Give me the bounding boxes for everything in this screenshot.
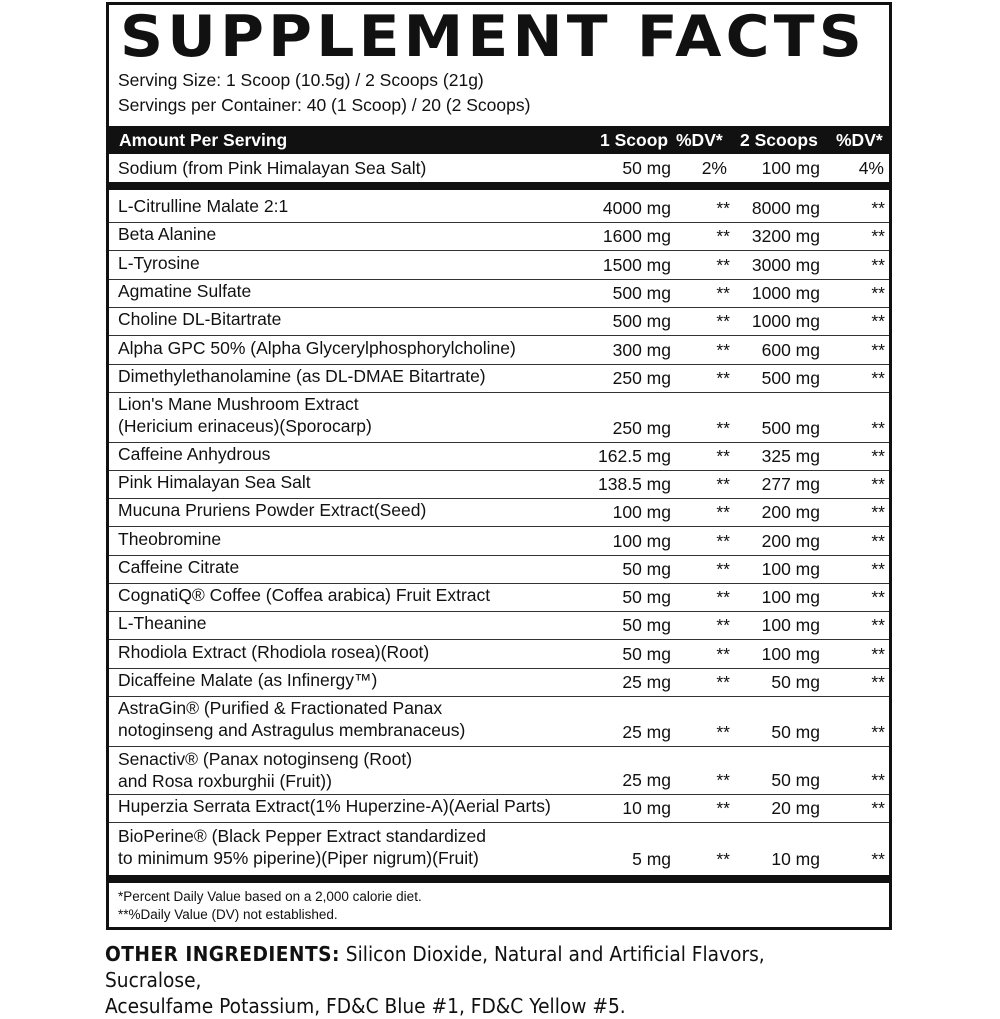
ingredient-name: Rhodiola Extract (Rhodiola rosea)(Root) (118, 642, 430, 662)
amount-1-scoop: 50 mg (622, 615, 671, 635)
amount-1-scoop: 100 mg (612, 531, 671, 551)
amount-2-scoops: 100 mg (761, 615, 820, 635)
dv-2-scoops: ** (871, 615, 885, 635)
ingredient-name: Lion's Mane Mushroom Extract (118, 394, 359, 414)
servings-per-container: Servings per Container: 40 (1 Scoop) / 20 (2 Scoops) (118, 95, 531, 115)
sodium-dv-2: 4% (858, 158, 884, 178)
dv-1-scoop: ** (716, 615, 730, 635)
ingredient-name: notoginseng and Astragulus membranaceus) (118, 720, 466, 740)
row-divider (109, 611, 889, 612)
ingredient-name: Caffeine Citrate (118, 557, 240, 577)
dv-1-scoop: ** (716, 502, 730, 522)
dv-1-scoop: ** (716, 311, 730, 331)
serving-size: Serving Size: 1 Scoop (10.5g) / 2 Scoops (21g) (118, 70, 484, 90)
dv-1-scoop: ** (716, 340, 730, 360)
row-divider (109, 307, 889, 308)
other-ingredients (105, 941, 849, 1019)
footnote-dv: *Percent Daily Value based on a 2,000 calorie diet. (118, 889, 422, 904)
dv-2-scoops: ** (871, 368, 885, 388)
amount-2-scoops: 10 mg (771, 849, 820, 869)
dv-2-scoops: ** (871, 587, 885, 607)
ingredient-name: Theobromine (118, 529, 222, 549)
footnote-not-established: **%Daily Value (DV) not established. (118, 907, 338, 922)
amount-1-scoop: 25 mg (622, 672, 671, 692)
ingredient-name: Choline DL-Bitartrate (118, 309, 282, 329)
ingredient-name: Dicaffeine Malate (as Infinergy™) (118, 670, 378, 690)
ingredient-name: CognatiQ® Coffee (Coffea arabica) Fruit Extract (118, 585, 491, 605)
dv-1-scoop: ** (716, 418, 730, 438)
sodium-amount-1: 50 mg (622, 158, 671, 178)
dv-2-scoops: ** (871, 849, 885, 869)
ingredient-name: Senactiv® (Panax notoginseng (Root) (118, 749, 413, 769)
ingredient-name: L-Theanine (118, 613, 207, 633)
row-divider (109, 470, 889, 471)
row-divider (109, 668, 889, 669)
ingredient-name: BioPerine® (Black Pepper Extract standardized (118, 826, 486, 846)
amount-2-scoops: 200 mg (761, 531, 820, 551)
dv-1-scoop: ** (716, 198, 730, 218)
dv-1-scoop: ** (716, 446, 730, 466)
row-divider (109, 335, 889, 336)
dv-2-scoops: ** (871, 226, 885, 246)
amount-2-scoops: 50 mg (771, 722, 820, 742)
amount-1-scoop: 10 mg (622, 798, 671, 818)
header-dv-2: %DV* (836, 130, 883, 150)
dv-2-scoops: ** (871, 446, 885, 466)
dv-1-scoop: ** (716, 559, 730, 579)
dv-1-scoop: ** (716, 849, 730, 869)
ingredient-name: Pink Himalayan Sea Salt (118, 472, 311, 492)
amount-1-scoop: 50 mg (622, 559, 671, 579)
row-divider (109, 794, 889, 795)
row-divider (109, 364, 889, 365)
amount-1-scoop: 162.5 mg (598, 446, 671, 466)
amount-2-scoops: 8000 mg (751, 198, 820, 218)
amount-1-scoop: 138.5 mg (598, 474, 671, 494)
amount-1-scoop: 1600 mg (602, 226, 671, 246)
amount-1-scoop: 25 mg (622, 722, 671, 742)
sodium-amount-2: 100 mg (761, 158, 820, 178)
dv-1-scoop: ** (716, 283, 730, 303)
dv-1-scoop: ** (716, 672, 730, 692)
amount-2-scoops: 600 mg (761, 340, 820, 360)
ingredient-name: Beta Alanine (118, 224, 217, 244)
dv-1-scoop: ** (716, 770, 730, 790)
dv-2-scoops: ** (871, 502, 885, 522)
amount-1-scoop: 50 mg (622, 644, 671, 664)
ingredient-name: Mucuna Pruriens Powder Extract(Seed) (118, 500, 427, 520)
dv-2-scoops: ** (871, 531, 885, 551)
ingredient-name: L-Citrulline Malate 2:1 (118, 196, 289, 216)
row-divider (109, 526, 889, 527)
ingredient-name: Alpha GPC 50% (Alpha Glycerylphosphorylcholine) (118, 338, 516, 358)
dv-1-scoop: ** (716, 587, 730, 607)
dv-1-scoop: ** (716, 798, 730, 818)
amount-1-scoop: 250 mg (612, 418, 671, 438)
dv-1-scoop: ** (716, 722, 730, 742)
row-divider (109, 696, 889, 697)
ingredient-name: Huperzia Serrata Extract(1% Huperzine-A)(Aerial Parts) (118, 796, 551, 816)
row-divider (109, 583, 889, 584)
dv-2-scoops: ** (871, 644, 885, 664)
amount-2-scoops: 100 mg (761, 644, 820, 664)
dv-2-scoops: ** (871, 198, 885, 218)
amount-2-scoops: 200 mg (761, 502, 820, 522)
amount-1-scoop: 100 mg (612, 502, 671, 522)
header-2-scoops: 2 Scoops (740, 130, 818, 150)
amount-2-scoops: 3200 mg (751, 226, 820, 246)
amount-2-scoops: 500 mg (761, 368, 820, 388)
amount-2-scoops: 325 mg (761, 446, 820, 466)
amount-2-scoops: 50 mg (771, 770, 820, 790)
ingredient-name: and Rosa roxburghii (Fruit)) (118, 771, 332, 791)
amount-1-scoop: 5 mg (632, 849, 671, 869)
row-divider (109, 555, 889, 556)
row-divider (109, 746, 889, 747)
amount-1-scoop: 50 mg (622, 587, 671, 607)
amount-2-scoops: 20 mg (771, 798, 820, 818)
ingredient-name: Dimethylethanolamine (as DL-DMAE Bitartrate) (118, 366, 486, 386)
row-divider (109, 279, 889, 280)
footnote-divider (109, 875, 889, 883)
row-divider (109, 639, 889, 640)
ingredient-name: Caffeine Anhydrous (118, 444, 271, 464)
dv-2-scoops: ** (871, 770, 885, 790)
row-divider (109, 250, 889, 251)
panel-title: SUPPLEMENT FACTS (120, 4, 867, 70)
dv-1-scoop: ** (716, 226, 730, 246)
other-ingredients-line-2: Acesulfame Potassium, FD&C Blue #1, FD&C Yellow #5. (105, 994, 626, 1018)
amount-1-scoop: 500 mg (612, 283, 671, 303)
dv-2-scoops: ** (871, 340, 885, 360)
ingredient-name: to minimum 95% piperine)(Piper nigrum)(Fruit) (118, 848, 479, 868)
sodium-dv-1: 2% (701, 158, 727, 178)
amount-1-scoop: 250 mg (612, 368, 671, 388)
amount-2-scoops: 100 mg (761, 587, 820, 607)
amount-header-bar (109, 126, 889, 154)
ingredient-name: L-Tyrosine (118, 253, 200, 273)
amount-2-scoops: 100 mg (761, 559, 820, 579)
dv-1-scoop: ** (716, 255, 730, 275)
row-divider (109, 392, 889, 393)
dv-2-scoops: ** (871, 283, 885, 303)
ingredient-name: AstraGin® (Purified & Fractionated Panax (118, 698, 443, 718)
dv-1-scoop: ** (716, 531, 730, 551)
dv-2-scoops: ** (871, 311, 885, 331)
row-divider (109, 442, 889, 443)
amount-2-scoops: 500 mg (761, 418, 820, 438)
dv-2-scoops: ** (871, 798, 885, 818)
amount-2-scoops: 50 mg (771, 672, 820, 692)
dv-2-scoops: ** (871, 559, 885, 579)
header-1-scoop: 1 Scoop (600, 130, 669, 150)
amount-1-scoop: 4000 mg (602, 198, 671, 218)
dv-2-scoops: ** (871, 722, 885, 742)
row-divider (109, 222, 889, 223)
row-divider (109, 498, 889, 499)
amount-1-scoop: 300 mg (612, 340, 671, 360)
ingredient-name: (Hericium erinaceus)(Sporocarp) (118, 416, 372, 436)
dv-2-scoops: ** (871, 255, 885, 275)
dv-1-scoop: ** (716, 644, 730, 664)
dv-2-scoops: ** (871, 672, 885, 692)
dv-2-scoops: ** (871, 474, 885, 494)
row-divider (109, 822, 889, 823)
amount-1-scoop: 500 mg (612, 311, 671, 331)
dv-1-scoop: ** (716, 474, 730, 494)
other-ingredients-label: OTHER INGREDIENTS: (105, 942, 340, 966)
amount-1-scoop: 25 mg (622, 770, 671, 790)
section-divider (109, 182, 889, 190)
amount-2-scoops: 277 mg (761, 474, 820, 494)
other-ingredients-line-1: Silicon Dioxide, Natural and Artificial Flavors, Sucralose, (105, 942, 765, 992)
amount-2-scoops: 3000 mg (751, 255, 820, 275)
ingredient-name: Agmatine Sulfate (118, 281, 252, 301)
header-dv-1: %DV* (676, 130, 723, 150)
dv-1-scoop: ** (716, 368, 730, 388)
amount-1-scoop: 1500 mg (602, 255, 671, 275)
dv-2-scoops: ** (871, 418, 885, 438)
header-amount-per-serving: Amount Per Serving (119, 130, 288, 150)
sodium-name: Sodium (from Pink Himalayan Sea Salt) (118, 158, 427, 178)
amount-2-scoops: 1000 mg (751, 311, 820, 331)
amount-2-scoops: 1000 mg (751, 283, 820, 303)
